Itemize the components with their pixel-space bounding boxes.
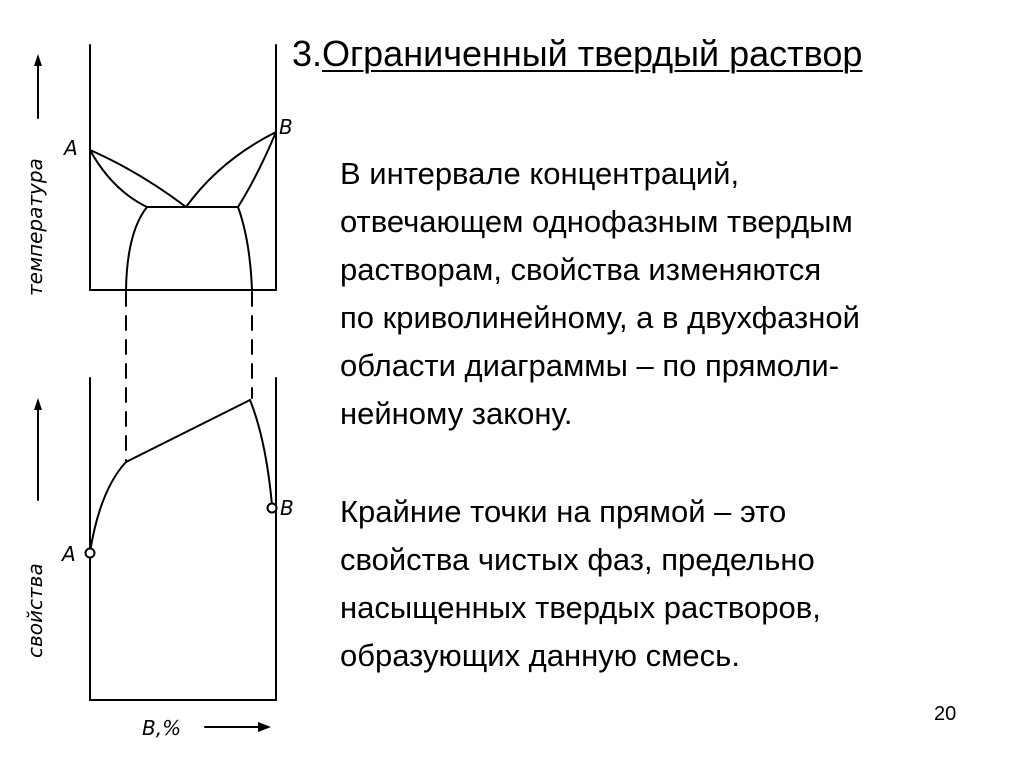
- paragraph-line: насыщенных твердых растворов,: [340, 590, 821, 625]
- paragraph-line: В интервале концентраций,: [340, 156, 740, 191]
- bottom-ylabel: свойства: [23, 563, 47, 658]
- x-arrow-head-icon: [258, 722, 271, 732]
- xlabel: B,%: [142, 716, 182, 740]
- paragraph-end-points: [340, 488, 1020, 680]
- paragraph-line: Крайние точки на прямой – это: [340, 494, 787, 529]
- label-a-top: A: [64, 136, 78, 160]
- title-number: 3.: [292, 33, 323, 74]
- liquidus-left: [90, 150, 186, 207]
- label-b-top: B: [279, 115, 293, 139]
- label-a-bottom: A: [62, 542, 76, 566]
- title-text: Ограниченный твердый раствор: [322, 33, 863, 74]
- bottom-arrow-head-icon: [34, 398, 42, 410]
- slide-title: [292, 30, 862, 78]
- property-line-straight: [126, 400, 250, 462]
- solvus-left: [126, 207, 147, 290]
- point-b-marker: [268, 504, 277, 513]
- top-ylabel: температура: [23, 158, 47, 296]
- solvus-right: [238, 207, 252, 290]
- paragraph-line: по криволинейному, а в двухфазной: [340, 300, 860, 335]
- paragraph-line: свойства чистых фаз, предельно: [340, 542, 815, 577]
- paragraph-concentration: [340, 150, 1020, 438]
- paragraph-line: растворам, свойства изменяются: [340, 252, 822, 287]
- paragraph-line: отвечающем однофазным твердым: [340, 204, 853, 239]
- top-arrow-head-icon: [34, 54, 42, 66]
- property-curve-left: [90, 462, 126, 552]
- paragraph-line: области диаграммы – по прямоли-: [340, 348, 840, 383]
- liquidus-right: [186, 132, 276, 207]
- page-number: 20: [934, 703, 957, 725]
- solidus-left: [90, 150, 147, 207]
- property-curve-right: [250, 400, 272, 505]
- label-b-bottom: B: [280, 496, 294, 520]
- point-a-marker: [86, 549, 95, 558]
- paragraph-line: образующих данную смесь.: [340, 638, 740, 673]
- paragraph-line: нейному закону.: [340, 396, 573, 431]
